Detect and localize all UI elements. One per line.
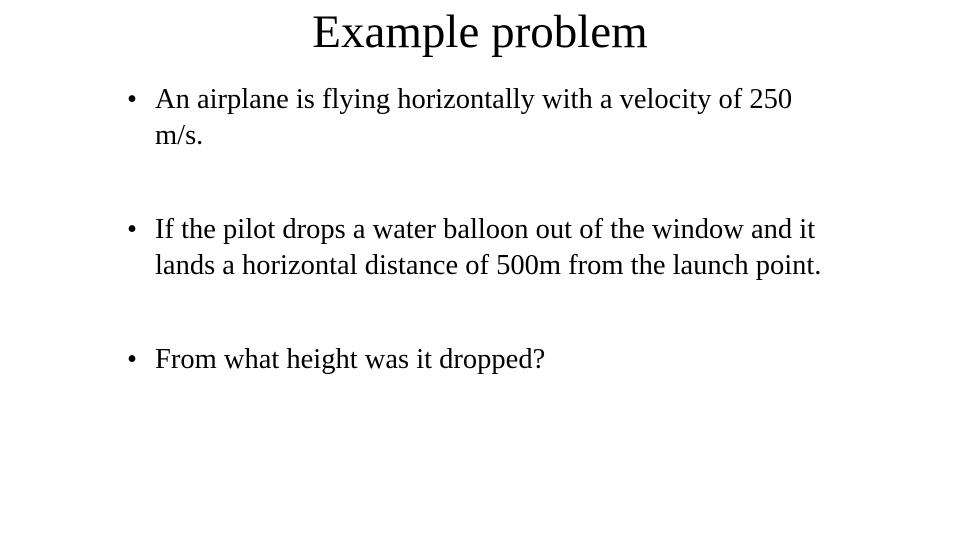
bullet-icon: •	[127, 214, 137, 245]
bullet-item	[127, 212, 827, 284]
bullet-list	[127, 82, 827, 378]
bullet-text: From what height was it dropped?	[155, 344, 546, 375]
bullet-text: An airplane is flying horizontally with a velocity of 250 m/s.	[155, 84, 793, 151]
bullet-icon: •	[127, 344, 137, 375]
bullet-item	[127, 342, 827, 378]
slide-title: Example problem	[312, 6, 648, 58]
bullet-item	[127, 82, 827, 154]
bullet-text: If the pilot drops a water balloon out of the window and it lands a horizontal distance of 500m from the launch point.	[155, 214, 822, 281]
bullet-icon: •	[127, 84, 137, 115]
